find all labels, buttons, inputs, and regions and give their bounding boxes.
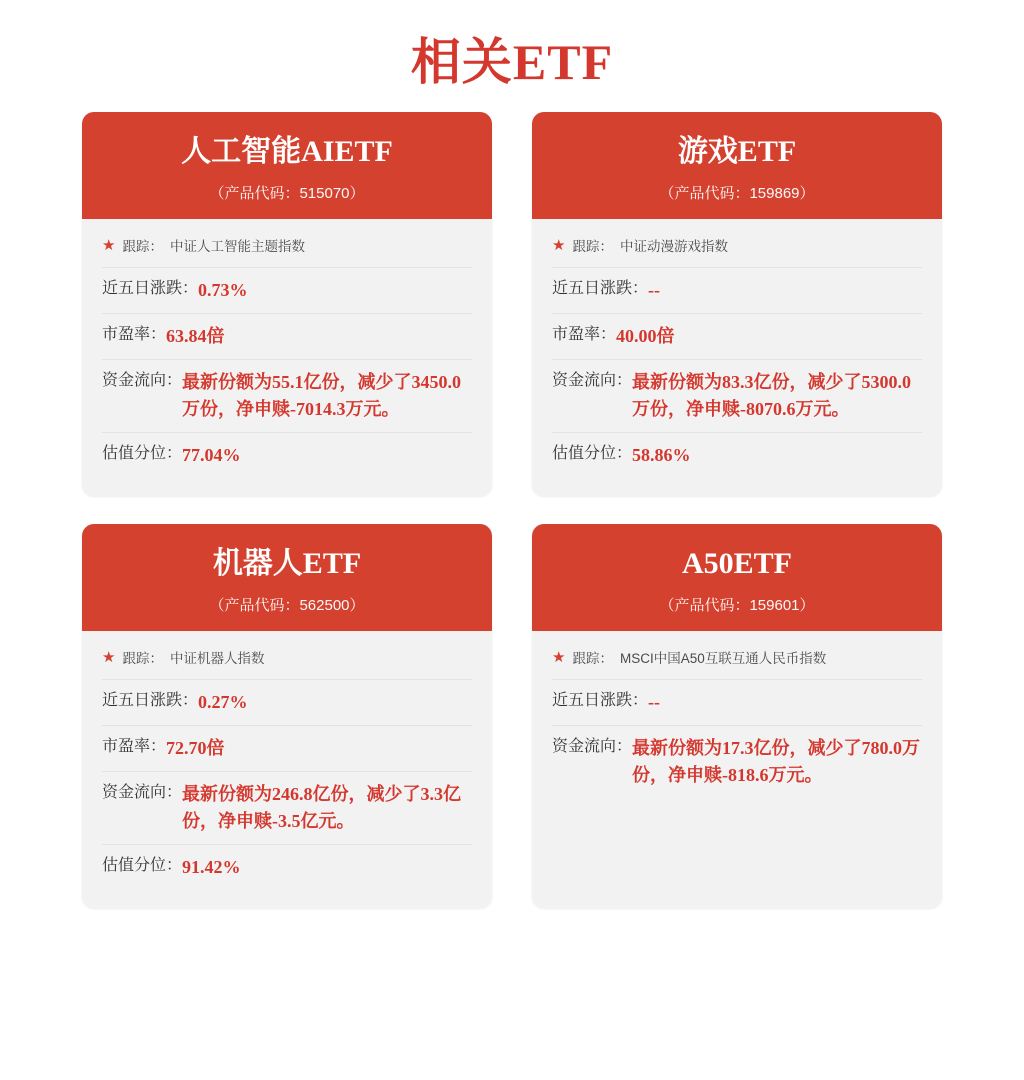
etf-track-row (102, 235, 472, 255)
pe-ratio-label: 市盈率： (102, 738, 167, 755)
fund-flow-row (102, 771, 472, 844)
etf-product-code: （产品代码：562500） (209, 597, 365, 614)
fund-flow-value: 最新份额为246.8亿份，减少了3.3亿份，净申赎-3.5亿元。 (182, 784, 462, 831)
etf-name: 人工智能AIETF (181, 135, 393, 168)
etf-track-row (102, 647, 472, 667)
etf-card[interactable] (82, 112, 492, 496)
track-index-name: 中证动漫游戏指数 (619, 239, 728, 254)
track-label: 跟踪： (122, 239, 163, 254)
pe-ratio-row (102, 725, 472, 771)
star-icon: ★ (552, 648, 566, 666)
five-day-change-row (552, 679, 922, 725)
fund-flow-row (552, 359, 922, 432)
etf-card[interactable] (82, 524, 492, 908)
five-day-change-value: -- (648, 692, 661, 712)
pe-ratio-value: 72.70倍 (166, 738, 225, 758)
valuation-percentile-row (102, 432, 472, 478)
five-day-change-label: 近五日涨跌： (102, 692, 199, 709)
page-title: 相关ETF (410, 34, 614, 90)
five-day-change-value: 0.73% (198, 280, 248, 300)
valuation-percentile-label: 估值分位： (102, 445, 183, 462)
pe-ratio-label: 市盈率： (552, 326, 617, 343)
etf-card-body (82, 219, 492, 496)
etf-card-body (532, 219, 942, 496)
valuation-percentile-value: 91.42% (182, 857, 241, 877)
track-label: 跟踪： (572, 239, 613, 254)
track-index-name: MSCI中国A50互联互通人民币指数 (619, 651, 827, 666)
etf-card-grid (0, 104, 1024, 932)
etf-card-header (82, 524, 492, 631)
five-day-change-value: 0.27% (198, 692, 248, 712)
five-day-change-value: -- (648, 280, 661, 300)
fund-flow-label: 资金流向： (552, 372, 633, 389)
five-day-change-label: 近五日涨跌： (102, 280, 199, 297)
pe-ratio-label: 市盈率： (102, 326, 167, 343)
fund-flow-value: 最新份额为17.3亿份，减少了780.0万份，净申赎-818.6万元。 (632, 738, 921, 785)
valuation-percentile-value: 77.04% (182, 445, 241, 465)
star-icon: ★ (552, 236, 566, 254)
five-day-change-label: 近五日涨跌： (552, 692, 649, 709)
fund-flow-label: 资金流向： (552, 738, 633, 755)
valuation-percentile-label: 估值分位： (552, 445, 633, 462)
etf-name: 游戏ETF (677, 135, 797, 168)
etf-product-code: （产品代码：159869） (659, 185, 815, 202)
valuation-percentile-label: 估值分位： (102, 857, 183, 874)
card-spacer (552, 798, 922, 890)
etf-card-header (82, 112, 492, 219)
track-label: 跟踪： (122, 651, 163, 666)
star-icon: ★ (102, 236, 116, 254)
pe-ratio-value: 40.00倍 (616, 326, 675, 346)
etf-track-row (552, 235, 922, 255)
fund-flow-value: 最新份额为55.1亿份，减少了3450.0万份，净申赎-7014.3万元。 (182, 372, 462, 419)
fund-flow-label: 资金流向： (102, 784, 183, 801)
pe-ratio-row (552, 313, 922, 359)
fund-flow-row (552, 725, 922, 798)
etf-product-code: （产品代码：515070） (209, 185, 365, 202)
etf-card-header (532, 524, 942, 631)
etf-track-row (552, 647, 922, 667)
etf-card[interactable] (532, 112, 942, 496)
track-index-name: 中证人工智能主题指数 (169, 239, 305, 254)
pe-ratio-value: 63.84倍 (166, 326, 225, 346)
etf-card-body (532, 631, 942, 908)
track-label: 跟踪： (572, 651, 613, 666)
valuation-percentile-value: 58.86% (632, 445, 691, 465)
etf-card-body (82, 631, 492, 908)
fund-flow-value: 最新份额为83.3亿份，减少了5300.0万份，净申赎-8070.6万元。 (632, 372, 912, 419)
fund-flow-label: 资金流向： (102, 372, 183, 389)
five-day-change-row (102, 679, 472, 725)
five-day-change-row (102, 267, 472, 313)
star-icon: ★ (102, 648, 116, 666)
etf-product-code: （产品代码：159601） (659, 597, 815, 614)
five-day-change-label: 近五日涨跌： (552, 280, 649, 297)
five-day-change-row (552, 267, 922, 313)
etf-card[interactable] (532, 524, 942, 908)
etf-name: A50ETF (681, 547, 792, 580)
fund-flow-row (102, 359, 472, 432)
etf-name: 机器人ETF (212, 547, 362, 580)
etf-card-header (532, 112, 942, 219)
track-index-name: 中证机器人指数 (169, 651, 265, 666)
pe-ratio-row (102, 313, 472, 359)
valuation-percentile-row (102, 844, 472, 890)
valuation-percentile-row (552, 432, 922, 478)
